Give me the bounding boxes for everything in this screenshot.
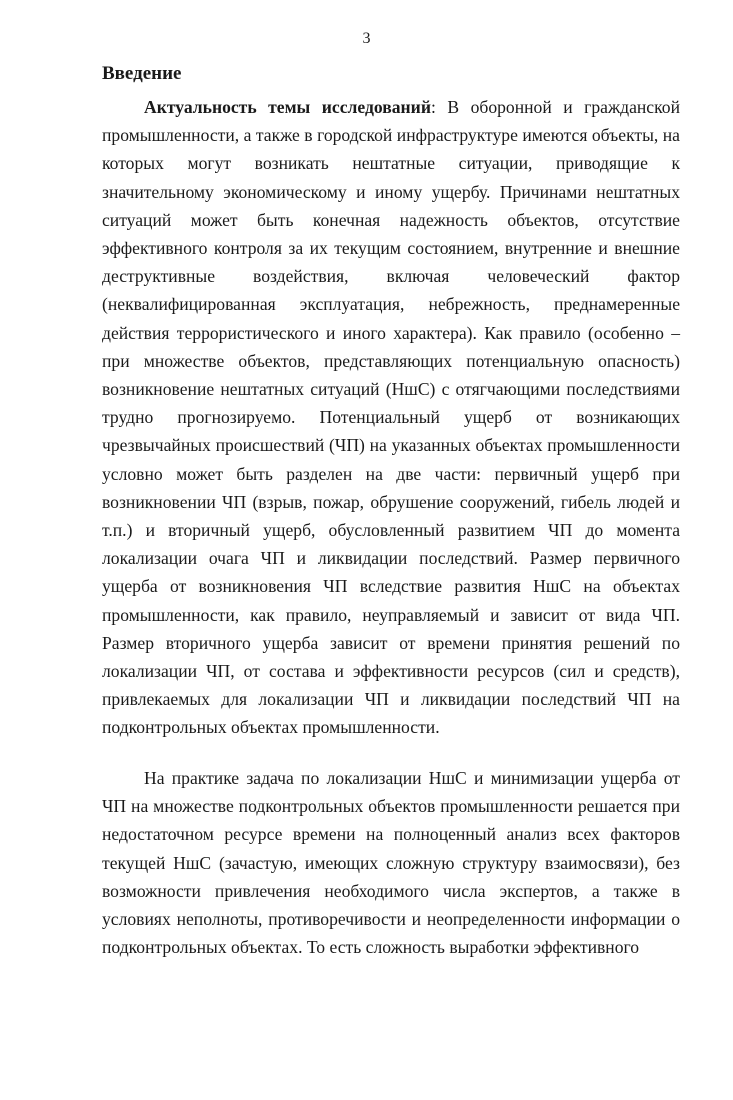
page-number: 3 xyxy=(362,30,371,47)
paragraph-practice xyxy=(102,764,680,961)
paragraph-text: На практике задача по локализации НшС и минимизации ущерба от ЧП на множестве подконтрольных объектов промышленности решается при недостаточном ресурсе времени на полноценный анализ всех факторов текущей НшС (зачастую, имеющих сложную структуру взаимосвязи), без возможности привлечения необходимого числа экспертов, а также в условиях неполноты, противоречивости и неопределенности информации о подконтрольных объектах. То есть сложность выработки эффективного xyxy=(102,768,680,958)
section-heading: Введение xyxy=(102,63,182,84)
paragraph-lead: Актуальность темы исследований xyxy=(144,97,431,117)
paragraph-relevance xyxy=(102,93,680,742)
paragraph-text: : В оборонной и гражданской промышленности, а также в городской инфраструктуре имеются объекты, на которых могут возникать нештатные ситуации, приводящие к значительному экономическому и иному ущербу. Причинами нештатных ситуаций может быть конечная надежность объектов, отсутствие эффективного контроля за их текущим состоянием, внутренние и внешние деструктивные воздействия, включая человеческий фактор (неквалифицированная эксплуатация, небрежность, преднамеренные действия террористического и иного характера). Как правило (особенно – при множестве объектов, представляющих потенциальную опасность) возникновение нештатных ситуаций (НшС) с отягчающими последствиями трудно прогнозируемо. Потенциальный ущерб от возникающих чрезвычайных происшествий (ЧП) на указанных объектах промышленности условно может быть разделен на две части: первичный ущерб при возникновении ЧП (взрыв, пожар, обрушение сооружений, гибель людей и т.п.) и вторичный ущерб, обусловленный развитием ЧП до момента локализации очага ЧП и ликвидации последствий. Размер первичного ущерба от возникновения ЧП вследствие развития НшС на объектах промышленности, как правило, неуправляемый и зависит от вида ЧП. Размер вторичного ущерба зависит от времени принятия решений по локализации ЧП, от состава и эффективности ресурсов (сил и средств), привлекаемых для локализации ЧП и ликвидации последствий ЧП на подконтрольных объектах промышленности. xyxy=(102,97,680,738)
